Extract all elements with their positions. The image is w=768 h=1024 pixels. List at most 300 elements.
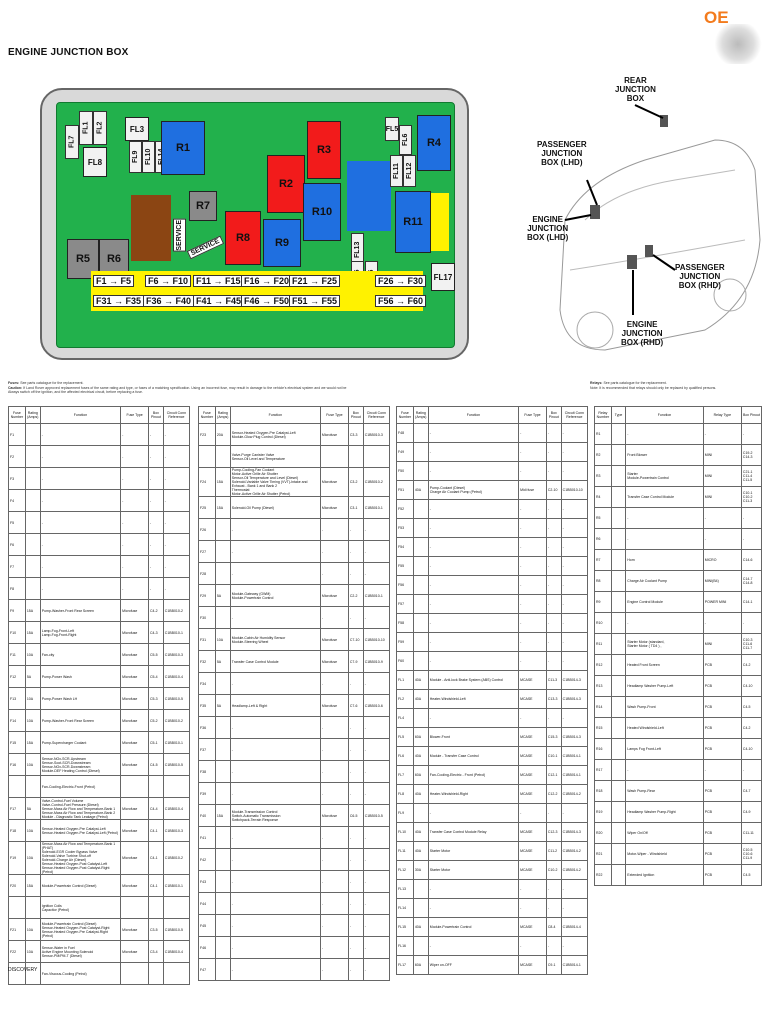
table-row <box>397 937 588 956</box>
table-cell: Microfuse <box>320 695 348 717</box>
table-cell: Microfuse <box>320 497 348 519</box>
table-cell: Horn <box>626 550 703 571</box>
table-cell <box>413 652 428 671</box>
table-cell: - <box>363 893 389 915</box>
table-cell: - <box>320 519 348 541</box>
table-cell: 40A <box>413 671 428 690</box>
table-row <box>397 595 588 614</box>
label-engine-junction-box-lhd: ENGINE JUNCTION BOX (LHD) <box>527 215 569 242</box>
table-cell: 10A <box>25 710 40 732</box>
table-cell: C1BB010-3 <box>363 424 389 446</box>
table-cell: Microfuse <box>121 732 149 754</box>
fuses-note-text: See parts catalogue for the replacement. <box>20 381 84 385</box>
table-cell <box>611 781 625 802</box>
table-cell: C14-7 C14-8 <box>741 571 761 592</box>
table-cell: - <box>428 899 518 918</box>
table-cell <box>215 871 230 893</box>
table-row <box>9 710 190 732</box>
table-cell: C10-5 C10-6 C11-9 <box>741 844 761 865</box>
table-cell: C11-2 <box>546 842 561 861</box>
table-cell: C1BB010-2 <box>163 710 189 732</box>
table-cell: FL16 <box>397 937 414 956</box>
table-cell: C4-5 <box>741 865 761 886</box>
table-cell: C1BB010-4 <box>163 941 189 963</box>
table-cell <box>215 937 230 959</box>
table-cell: Microfuse <box>121 820 149 842</box>
table-cell: - <box>348 849 363 871</box>
fuse-range-f16-f20: F16 → F20 <box>241 275 292 287</box>
table-row <box>595 613 762 634</box>
table-cell: MCASE <box>519 785 547 804</box>
table-cell: - <box>230 893 320 915</box>
table-cell: - <box>320 761 348 783</box>
table-cell <box>163 776 189 798</box>
table-cell: R14 <box>595 697 612 718</box>
table-header-row <box>595 407 762 424</box>
label-passenger-junction-box-rhd: PASSENGER JUNCTION BOX (RHD) <box>675 263 725 290</box>
table-cell <box>611 739 625 760</box>
fuse-table-3 <box>396 406 588 975</box>
table-row <box>9 622 190 644</box>
table-cell: - <box>519 462 547 481</box>
table-cell: C11-11 <box>741 823 761 844</box>
table-cell: - <box>428 614 518 633</box>
fuse-range-f36-f40: F36 → F40 <box>143 295 194 307</box>
table-cell: PCB <box>703 655 741 676</box>
table-cell: R3 <box>595 466 612 487</box>
table-cell: C1BB014-1 <box>561 766 587 785</box>
table-cell: PCB <box>703 844 741 865</box>
table-cell: 10A <box>215 629 230 651</box>
table-cell: - <box>40 490 120 512</box>
table-cell: 60A <box>413 956 428 975</box>
table-cell: C4-1 <box>149 820 164 842</box>
table-cell <box>215 541 230 563</box>
table-cell <box>611 697 625 718</box>
label-engine-junction-box-rhd: ENGINE JUNCTION BOX (RHD) <box>621 320 664 347</box>
table-cell: C1BB010-1 <box>363 497 389 519</box>
table-cell: Starter Motor <box>428 861 518 880</box>
table-cell: - <box>519 614 547 633</box>
table-cell <box>25 556 40 578</box>
table-cell: Starter Motor <box>428 842 518 861</box>
engine-junction-box-diagram <box>40 88 469 360</box>
table-cell: F26 <box>199 519 216 541</box>
table-cell: - <box>121 490 149 512</box>
table-row <box>397 538 588 557</box>
table-cell: MCASE <box>519 766 547 785</box>
table-cell: R22 <box>595 865 612 886</box>
table-cell: Microfuse <box>121 875 149 897</box>
table-cell: - <box>546 443 561 462</box>
column-header: Circuit Conn Reference <box>363 407 389 424</box>
table-cell: FL6 <box>397 747 414 766</box>
table-cell: - <box>230 849 320 871</box>
table-cell <box>215 761 230 783</box>
table-row <box>595 529 762 550</box>
table-cell: - <box>121 424 149 446</box>
table-row <box>595 592 762 613</box>
table-cell <box>413 614 428 633</box>
table-cell: - <box>741 529 761 550</box>
table-cell: R9 <box>595 592 612 613</box>
table-cell: C4-10 <box>741 739 761 760</box>
table-cell: - <box>363 541 389 563</box>
caution-note-label: Caution: <box>8 385 23 390</box>
table-cell: - <box>363 959 389 981</box>
table-cell: C7-10 <box>348 629 363 651</box>
table-cell <box>611 466 625 487</box>
engine-thumbnail-image <box>714 24 762 64</box>
fuses-note <box>8 381 388 395</box>
table-row <box>9 963 190 985</box>
relay-table <box>594 406 762 886</box>
column-header: Relay Number <box>595 407 612 424</box>
fuse-table-2 <box>198 406 390 981</box>
table-cell: FL9 <box>397 804 414 823</box>
table-cell: F18 <box>9 820 26 842</box>
table-cell: - <box>519 576 547 595</box>
table-cell: R11 <box>595 634 612 655</box>
table-cell: Pump-Washer-Front Rear Screen <box>40 710 120 732</box>
table-cell: - <box>320 937 348 959</box>
table-cell: C4-2 <box>149 600 164 622</box>
table-cell: MCASE <box>519 671 547 690</box>
table-cell: Engine Control Module <box>626 592 703 613</box>
table-cell: FL17 <box>397 956 414 975</box>
table-cell: MCASE <box>519 728 547 747</box>
table-cell <box>413 899 428 918</box>
table-cell <box>25 578 40 600</box>
table-cell: F53 <box>397 519 414 538</box>
table-cell: - <box>546 462 561 481</box>
table-cell: F17 <box>9 798 26 820</box>
column-header: Relay Type <box>703 407 741 424</box>
table-row <box>397 728 588 747</box>
table-cell: - <box>546 937 561 956</box>
table-cell: F2 <box>9 446 26 468</box>
table-cell: C1BB010-2 <box>163 600 189 622</box>
table-cell: Transfer Case Control Module <box>626 487 703 508</box>
table-cell <box>413 709 428 728</box>
table-cell: Front Blower <box>626 445 703 466</box>
table-cell: 5A <box>25 666 40 688</box>
table-cell <box>348 446 363 468</box>
fuse-fl2: FL2 <box>93 111 107 145</box>
table-cell: - <box>546 576 561 595</box>
table-cell: - <box>348 959 363 981</box>
table-cell: C10-3 C11-6 C11-7 <box>741 634 761 655</box>
table-cell: - <box>703 424 741 445</box>
table-cell <box>413 804 428 823</box>
table-cell: C1BB010-6 <box>363 695 389 717</box>
table-cell: 15A <box>215 497 230 519</box>
table-cell: - <box>348 783 363 805</box>
table-cell: F47 <box>199 959 216 981</box>
column-header: Fuse Type <box>519 407 547 424</box>
table-row <box>199 695 390 717</box>
table-cell: - <box>519 804 547 823</box>
table-cell: Pump-Power Wash <box>40 666 120 688</box>
table-row <box>199 563 390 585</box>
table-cell <box>413 633 428 652</box>
table-cell: Sensor-NOx-SCR-Upstream Sensor-Soot-SCR-Downstream Sensor-NOx-SCR-Downstream Module-DEF Heating Control (Diesel) <box>40 754 120 776</box>
vehicle-location-diagram <box>525 70 765 370</box>
table-cell: Microfuse <box>121 600 149 622</box>
junction-board <box>56 102 455 348</box>
table-cell: R2 <box>595 445 612 466</box>
table-row <box>199 805 390 827</box>
table-cell: C1BB014-2 <box>561 861 587 880</box>
table-row <box>9 820 190 842</box>
table-cell: C1BB010-9 <box>363 651 389 673</box>
table-cell: C4-5 <box>741 697 761 718</box>
table-row <box>199 871 390 893</box>
table-cell: 5A <box>215 695 230 717</box>
table-cell: C15-3 <box>546 728 561 747</box>
table-cell: MINI <box>703 634 741 655</box>
relay-r4: R4 <box>417 115 451 171</box>
table-cell: - <box>230 761 320 783</box>
fuse-fl9: FL9 <box>129 141 142 173</box>
table-cell: C9-1 <box>546 956 561 975</box>
fuse-range-f46-f50: F46 → F50 <box>241 295 292 307</box>
table-cell: - <box>348 761 363 783</box>
table-cell <box>25 512 40 534</box>
table-cell: - <box>428 443 518 462</box>
table-cell: F48 <box>397 424 414 443</box>
table-cell: - <box>519 633 547 652</box>
table-cell: PCB <box>703 739 741 760</box>
table-row <box>9 842 190 875</box>
column-header: Box Pinout <box>546 407 561 424</box>
table-row <box>595 802 762 823</box>
table-cell: - <box>561 709 587 728</box>
table-cell: Microfuse <box>121 798 149 820</box>
fuse-range-f31-f35: F31 → F35 <box>93 295 144 307</box>
table-cell: - <box>546 500 561 519</box>
service-label-2: SERVICE <box>187 236 224 260</box>
table-row <box>397 424 588 443</box>
table-row <box>9 600 190 622</box>
table-cell: - <box>741 613 761 634</box>
table-cell <box>611 487 625 508</box>
table-cell: F1 <box>9 424 26 446</box>
table-cell: C1BB014-3 <box>561 690 587 709</box>
table-cell: Sensor-Mass Air Flow and Temperature-Bank 1 (PHAT) Solenoid-EGR Cooler Bypass Valve Solenoid-Valve Turbine Shut-off Solenoid-Charge Air (Diesel) Sensor-Heated Oxygen-Post Catalyst-Left Sensor-Heated Oxygen-Post Catalyst-Right (Petrol) <box>40 842 120 875</box>
logo-text: OE <box>704 8 729 27</box>
table-row <box>199 849 390 871</box>
table-cell: 5A <box>215 651 230 673</box>
table-cell: Valve-Purge Canister Valve Sensor-Oil Level and Temperature <box>230 446 320 468</box>
table-cell: - <box>546 595 561 614</box>
table-cell <box>25 534 40 556</box>
table-row <box>595 781 762 802</box>
table-cell: Sensor-Heated Oxygen-Pre Catalyst-Left Sensor-Heated Oxygen-Pre Catalyst-Left (Petrol) <box>40 820 120 842</box>
table-cell: FL15 <box>397 918 414 937</box>
table-cell: Module - Anti-lock Brake System (ABS) Control <box>428 671 518 690</box>
column-header: Fuse Number <box>9 407 26 424</box>
table-cell: R6 <box>595 529 612 550</box>
table-cell: Fan-Cooling-Electric-Front (Petrol) <box>40 776 120 798</box>
table-cell: F3 <box>9 468 26 490</box>
table-cell: F28 <box>199 563 216 585</box>
table-cell: F56 <box>397 576 414 595</box>
table-cell: - <box>40 578 120 600</box>
table-cell: - <box>163 534 189 556</box>
table-row <box>397 861 588 880</box>
table-cell: FL4 <box>397 709 414 728</box>
table-cell: Module-Transmission Control Switch-Automatic Transmission Switchpack-Terrain Response <box>230 805 320 827</box>
table-cell: F54 <box>397 538 414 557</box>
table-row <box>9 732 190 754</box>
table-cell: Motor-Wiper - Windshield <box>626 844 703 865</box>
table-cell: C1BB010-5 <box>163 688 189 710</box>
table-cell: C10-1 <box>546 747 561 766</box>
table-row <box>9 776 190 798</box>
table-cell <box>413 595 428 614</box>
table-cell: - <box>363 937 389 959</box>
table-cell: - <box>230 827 320 849</box>
table-cell: - <box>741 760 761 781</box>
table-cell <box>25 468 40 490</box>
table-cell <box>611 445 625 466</box>
table-cell <box>215 607 230 629</box>
table-cell: - <box>121 512 149 534</box>
table-cell: Pump-Coolant (Diesel) Charge Air Coolant Pump (Petrol) <box>428 481 518 500</box>
table-cell: C2-2 <box>348 585 363 607</box>
table-cell <box>215 783 230 805</box>
table-cell: - <box>626 529 703 550</box>
label-rear-junction-box: REAR JUNCTION BOX <box>615 76 656 103</box>
table-cell: - <box>363 519 389 541</box>
table-cell: - <box>519 899 547 918</box>
table-cell <box>215 563 230 585</box>
table-row <box>199 717 390 739</box>
table-cell: Ignition Coils Capacitor (Petrol) <box>40 897 120 919</box>
table-cell <box>363 446 389 468</box>
table-cell: C8-4 <box>546 918 561 937</box>
table-cell <box>163 897 189 919</box>
connector-block <box>131 195 171 261</box>
table-cell: C6-5 <box>348 805 363 827</box>
fuse-range-f41-f45: F41 → F45 <box>193 295 244 307</box>
table-cell: Starter Motor (standard, Starter Motor ( TD4 ) , <box>626 634 703 655</box>
table-cell: 40A <box>413 747 428 766</box>
table-cell: - <box>519 538 547 557</box>
table-cell: C4-1 <box>149 842 164 875</box>
table-cell: R4 <box>595 487 612 508</box>
table-cell: F36 <box>199 717 216 739</box>
table-row <box>397 899 588 918</box>
fuse-fl3: FL3 <box>125 117 149 141</box>
table-cell: F51 <box>397 481 414 500</box>
table-cell: C1BB010-2 <box>363 468 389 497</box>
table-cell: F20 <box>9 875 26 897</box>
table-cell: 10A <box>25 754 40 776</box>
table-cell: - <box>428 709 518 728</box>
table-cell <box>25 897 40 919</box>
table-cell: 40A <box>413 690 428 709</box>
table-row <box>199 541 390 563</box>
table-row <box>199 915 390 937</box>
fuse-fl5: FL5 <box>385 117 399 141</box>
table-cell: Microfuse <box>121 941 149 963</box>
table-cell: F14 <box>9 710 26 732</box>
table-row <box>595 739 762 760</box>
table-cell: F58 <box>397 614 414 633</box>
table-cell: 30A <box>413 861 428 880</box>
table-cell: - <box>703 613 741 634</box>
table-row <box>9 875 190 897</box>
table-cell: F50 <box>397 462 414 481</box>
table-cell: - <box>348 915 363 937</box>
table-cell <box>413 880 428 899</box>
table-cell: Charge Air Coolant Pump <box>626 571 703 592</box>
caution-note-text-2: Always switch off the ignition, and the affected electrical circuit, before replacing a fuse. <box>8 390 143 394</box>
table-cell: - <box>428 557 518 576</box>
table-row <box>595 445 762 466</box>
table-cell: F15 <box>9 732 26 754</box>
fuse-fl11: FL11 <box>390 155 403 187</box>
table-cell: Heated Windshield-Left <box>626 718 703 739</box>
table-cell: - <box>320 607 348 629</box>
table-cell: - <box>40 446 120 468</box>
relays-note-label: Relays: <box>590 381 603 385</box>
table-cell: Heater-Windshield-Right <box>428 785 518 804</box>
table-row <box>199 739 390 761</box>
table-cell: C5-5 <box>149 644 164 666</box>
table-cell: - <box>561 443 587 462</box>
table-cell <box>215 849 230 871</box>
table-cell: - <box>348 871 363 893</box>
table-cell: FL7 <box>397 766 414 785</box>
table-row <box>397 842 588 861</box>
table-cell: - <box>230 519 320 541</box>
relays-note <box>590 381 765 390</box>
table-row <box>199 827 390 849</box>
table-row <box>595 676 762 697</box>
table-cell: R21 <box>595 844 612 865</box>
table-row <box>397 918 588 937</box>
column-header: Function <box>428 407 518 424</box>
table-cell: - <box>363 673 389 695</box>
table-cell: 40A <box>413 481 428 500</box>
table-row <box>199 783 390 805</box>
table-cell: MICRO <box>703 550 741 571</box>
table-row <box>397 956 588 975</box>
table-cell <box>121 897 149 919</box>
table-cell <box>611 508 625 529</box>
table-cell: Microfuse <box>320 629 348 651</box>
table-cell: - <box>348 563 363 585</box>
table-cell: F45 <box>199 915 216 937</box>
table-cell: Heated Front Screen <box>626 655 703 676</box>
table-cell: C3-2 <box>348 468 363 497</box>
table-cell: - <box>348 893 363 915</box>
table-cell: MCASE <box>519 842 547 861</box>
fuse-fl1: FL1 <box>79 111 93 145</box>
table-cell: - <box>546 557 561 576</box>
table-cell: - <box>320 827 348 849</box>
table-cell: C5-1 <box>149 732 164 754</box>
table-cell: F8 <box>9 578 26 600</box>
fuse-fl8: FL8 <box>83 147 107 177</box>
table-cell <box>611 634 625 655</box>
table-cell: - <box>348 937 363 959</box>
table-cell: 15A <box>25 732 40 754</box>
table-cell: FL14 <box>397 899 414 918</box>
